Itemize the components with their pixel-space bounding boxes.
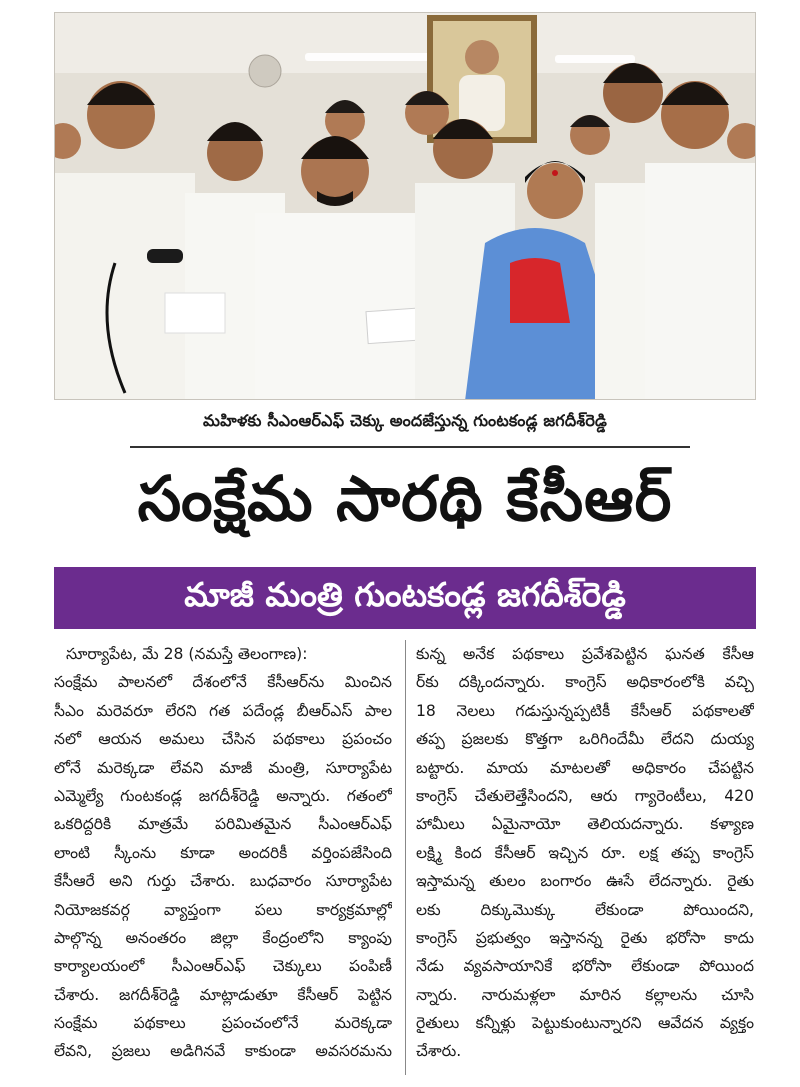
article-line: పాల్గొన్న అనంతరం జిల్లా కేంద్రంలోని క్యాంపు (54, 928, 392, 947)
article-line: బట్టారు. మాయ మాటలతో అధికారం చేపట్టిన (416, 758, 754, 777)
caption-divider (130, 446, 690, 448)
article-line: లాంటి స్కీంను కూడా అందరికీ వర్తింపజేసింది (54, 843, 392, 862)
headline: సంక్షేమ సారథి కేసీఆర్ (137, 462, 673, 535)
article-line: కాంగ్రెస్ చేతులెత్తేసిందని, ఆరు గ్యారెంటీలు, 420 (416, 786, 754, 805)
article-line: లేవని, ప్రజలు అడిగినవే కాకుండా అవసరమను (54, 1042, 392, 1061)
article-line: ఒకరిద్దరికి మాత్రమే పరిమితమైన సీఎంఆర్ఎఫ్ (54, 815, 392, 834)
article-line: కార్యాలయంలో సీఎంఆర్ఎఫ్ చెక్కులు పంపిణీ (54, 957, 392, 976)
article-line: న్నారు. నారుమళ్లలా మారిన కల్లాలను చూసి (416, 985, 754, 1004)
subheadline: మాజీ మంత్రి గుంటకండ్ల జగదీశ్‌రెడ్డి (184, 574, 626, 614)
article-line: తప్ప ప్రజలకు కొత్తగా ఒరిగిందేమీ లేదని దుయ్య (416, 730, 754, 749)
article-line: నియోజకవర్గ వ్యాప్తంగా పలు కార్యక్రమాల్లో (54, 900, 392, 919)
article-line: ఎమ్మెల్యే గుంటకండ్ల జగదీశ్‌రెడ్డి అన్నారు. గతంలో (54, 786, 392, 805)
photo-caption-row (54, 404, 756, 440)
article-column-right (416, 640, 754, 1080)
article-line: సంక్షేమ పథకాలు ప్రపంచంలోనే మరెక్కడా (54, 1014, 392, 1033)
article-line: నలో ఆయన అమలు చేసిన పథకాలు ప్రపంచం (54, 730, 392, 749)
article-column-left (54, 640, 392, 1080)
article-line: లకు దిక్కుమొక్కు లేకుండా పోయిందని, (416, 900, 754, 919)
news-photo (54, 12, 756, 400)
article-line: లోనే మరెక్కడా లేవని మాజీ మంత్రి, సూర్యాపేట (54, 758, 392, 777)
article-line: ర్‌కు దక్కిందన్నారు. కాంగ్రెస్ అధికారంలోకి వచ్చి (416, 673, 754, 692)
article-line: చేశారు. జగదీశ్‌రెడ్డి మాట్లాడుతూ కేసీఆర్ పెట్టిన (54, 985, 392, 1004)
article-line: నేడు వ్యవసాయానికే భరోసా లేకుండా పోయింద (416, 957, 754, 976)
article-line: కేసీఆరే అని గుర్తు చేశారు. బుధవారం సూర్యాపేట (54, 872, 392, 891)
subheadline-band (54, 567, 756, 629)
column-divider (405, 640, 406, 1075)
photo-caption: మహిళకు సీఎంఆర్ఎఫ్ చెక్కు అందజేస్తున్న గుంటకండ్ల జగదీశ్‌రెడ్డి (202, 410, 608, 430)
article-line: ఇస్తామన్న తులం బంగారం ఊసే లేదన్నారు. రైతు (416, 872, 754, 891)
article-line: కాంగ్రెస్ ప్రభుత్వం ఇస్తానన్న రైతు భరోసా కాదు (416, 928, 754, 947)
article-line: 18 నెలలు గడుస్తున్నప్పటికీ కేసీఆర్ పథకాలతో (416, 701, 754, 720)
article-line: రైతులు కన్నీళ్లు పెట్టుకుంటున్నారని ఆవేదన వ్యక్తం (416, 1014, 754, 1033)
article-line: సూర్యాపేట, మే 28 (నమస్తే తెలంగాణ): (66, 645, 308, 663)
article-line: హామీలు ఏమైనాయో తెలియదన్నారు. కళ్యాణ (416, 815, 754, 834)
article-line: కున్న అనేక పథకాలు ప్రవేశపెట్టిన ఘనత కేసీఆ (416, 645, 754, 663)
article-line: సీఎం మరెవరూ లేరని గత పదేండ్ల బీఆర్ఎస్ పాల (54, 701, 392, 720)
article-line: లక్ష్మి కింద కేసీఆర్ ఇచ్చిన రూ. లక్ష తప్ప కాంగ్రెస్ (416, 843, 754, 862)
photo-illustration (55, 13, 756, 400)
article-line: చేశారు. (416, 1042, 462, 1061)
article-line: సంక్షేమ పాలనలో దేశంలోనే కేసీఆర్‌ను మించిన (54, 673, 392, 692)
